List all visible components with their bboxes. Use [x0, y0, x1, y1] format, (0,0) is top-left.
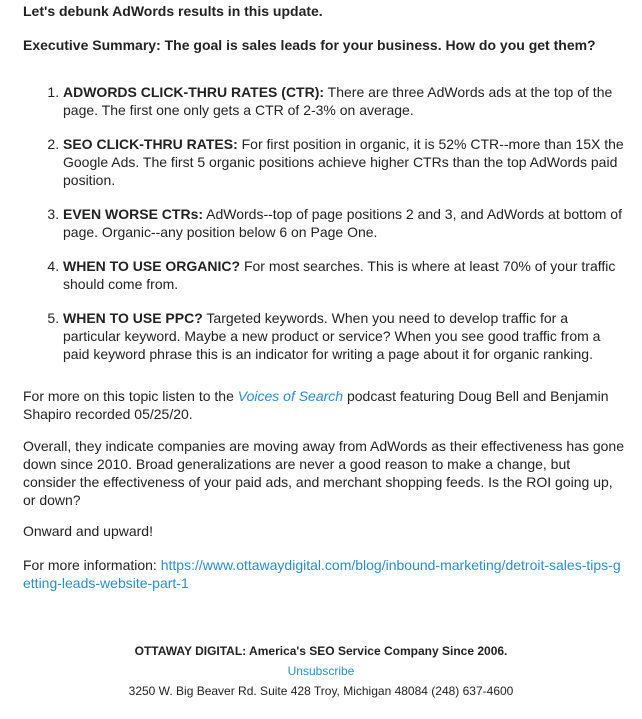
onward-paragraph: Onward and upward!: [23, 523, 153, 539]
podcast-text-after: podcast featuring Doug Bell and Benjamin Shapiro recorded 05/25/20.: [23, 388, 609, 422]
podcast-text-before: For more on this topic listen to the: [23, 388, 238, 404]
point-label: EVEN WORSE CTRs:: [63, 206, 204, 222]
point-label: WHEN TO USE PPC?: [63, 310, 203, 326]
point-text: Targeted keywords. When you need to develop traffic for a particular keyword. Maybe a new product or service? When you see good traffic from a paid keyword phrase this is an indicator for writing a page about it for organic ranking.: [63, 310, 601, 362]
list-item: [63, 205, 624, 241]
more-info-label: For more information:: [23, 557, 161, 573]
point-text: For first position in organic, it is 52% CTR--more than 15X the Google Ads. The first 5 organic positions achieve higher CTRs than the top AdWords paid position.: [63, 136, 624, 188]
podcast-paragraph: [23, 387, 625, 423]
list-item: [63, 257, 624, 293]
list-item: [63, 309, 624, 363]
blog-post-link[interactable]: https://www.ottawaydigital.com/blog/inbound-marketing/detroit-sales-tips-getting-leads-website-part-1: [23, 557, 621, 591]
executive-summary: Executive Summary: The goal is sales leads for your business. How do you get them?: [23, 37, 596, 53]
list-item: [63, 135, 624, 189]
key-points-list: [0, 83, 624, 379]
voices-of-search-link[interactable]: Voices of Search: [237, 388, 344, 404]
point-text: There are three AdWords ads at the top of the page. The first one only gets a CTR of 2-3% on average.: [63, 84, 613, 118]
point-text: For most searches. This is where at least 70% of your traffic should come from.: [63, 258, 616, 292]
unsubscribe-link[interactable]: Unsubscribe: [287, 664, 355, 678]
point-label: WHEN TO USE ORGANIC?: [63, 258, 241, 274]
footer-address: 3250 W. Big Beaver Rd. Suite 428 Troy, Michigan 48084 (248) 637-4600: [128, 684, 514, 698]
point-label: ADWORDS CLICK-THRU RATES (CTR):: [63, 84, 325, 100]
list-item: [63, 83, 624, 119]
more-info-paragraph: [23, 556, 625, 592]
overall-paragraph: Overall, they indicate companies are moving away from AdWords as their effectiveness has gone down since 2010. Broad generalizations are never a good reason to make a change, but consider the effectiveness of your paid ads, and merchant shopping feeds. Is the ROI going up, or down?: [23, 438, 625, 508]
point-text: AdWords--top of page positions 2 and 3, and AdWords at bottom of page. Organic--any position below 6 on Page One.: [63, 206, 622, 240]
footer-company: OTTAWAY DIGITAL: America's SEO Service Company Since 2006.: [134, 644, 508, 658]
intro-heading: Let's debunk AdWords results in this update.: [23, 3, 323, 19]
point-label: SEO CLICK-THRU RATES:: [63, 136, 238, 152]
